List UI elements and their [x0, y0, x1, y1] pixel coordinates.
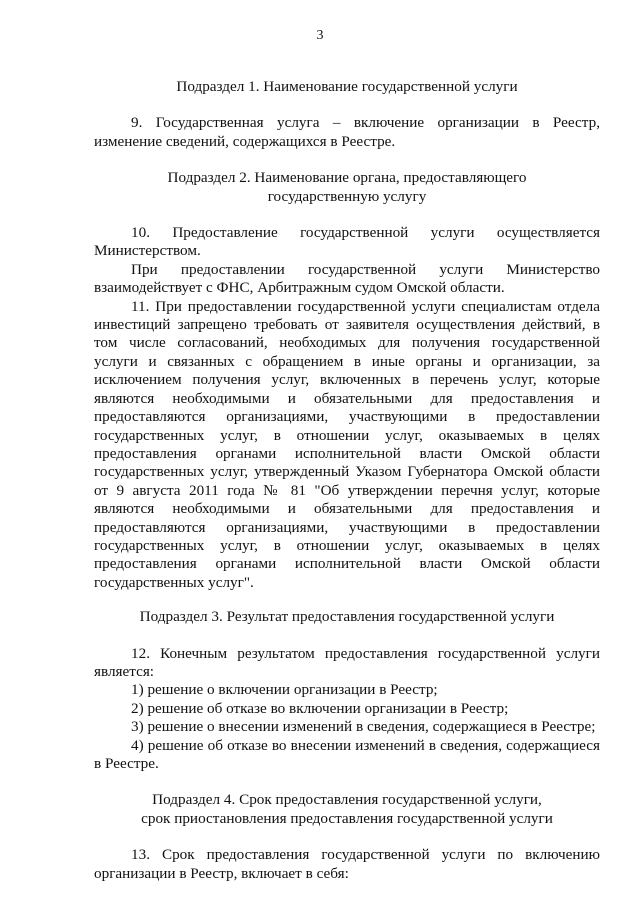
subsection-2-heading-line-1: Подраздел 2. Наименование органа, предоставляющего [167, 169, 527, 187]
document-body [94, 78, 600, 883]
paragraph-13: 13. Срок предоставления государственной услуги по включению организации в Реестр, включает в себя: [94, 846, 600, 882]
list-item: 4) решение об отказе во внесении изменений в сведения, содержащиеся в Реестре. [94, 736, 600, 772]
page-number: 3 [316, 28, 324, 43]
subsection-1-heading: Подраздел 1. Наименование государственной услуги [176, 78, 518, 95]
paragraph-10: 10. Предоставление государственной услуги осуществляется Министерством. [94, 224, 600, 260]
subsection-4-heading-line-2: срок приостановления предоставления государственной услуги [141, 809, 553, 827]
list-item: 1) решение о включении организации в Реестр; [131, 681, 438, 699]
subsection-4-heading-line-1: Подраздел 4. Срок предоставления государственной услуги, [152, 791, 542, 809]
subsection-2-heading-line-2: государственную услугу [267, 187, 427, 205]
paragraph-9: 9. Государственная услуга – включение организации в Реестр, изменение сведений, содержащихся в Реестре. [94, 114, 600, 150]
paragraph-10-interaction: При предоставлении государственной услуги Министерство взаимодействует с ФНС, Арбитражным судом Омской области. [94, 260, 600, 297]
subsection-3-heading: Подраздел 3. Результат предоставления государственной услуги [139, 608, 555, 626]
list-item: 2) решение об отказе во включении организации в Реестр; [131, 699, 509, 717]
paragraph-11: 11. При предоставлении государственной услуги специалистам отдела инвестиций запрещено требовать от заявителя осуществления действий, в том числе согласований, необходимых для получения государственной услуги и связанных с обращением в иные органы и организации, за исключением получения услуг, включенных в перечень услуг, которые являются необходимыми и обязательными для предоставления и предоставляются организациями, участвующими в предоставлении государственных услуг, в отношении услуг, оказываемых в целях предоставления органами исполнительной власти Омской области государственных услуг, утвержденный Указом Губернатора Омской области от 9 августа 2011 года № 81 "Об утверждении перечня услуг, которые являются необходимыми и обязательными для предоставления и предоставляются организациями, участвующими в предоставлении государственных услуг, в отношении услуг, оказываемых в целях предоставления органами исполнительной власти Омской области государственных услуг". [94, 297, 600, 591]
list-item: 3) решение о внесении изменений в сведения, содержащиеся в Реестре; [131, 718, 596, 736]
paragraph-12: 12. Конечным результатом предоставления государственной услуги является: [94, 644, 600, 680]
